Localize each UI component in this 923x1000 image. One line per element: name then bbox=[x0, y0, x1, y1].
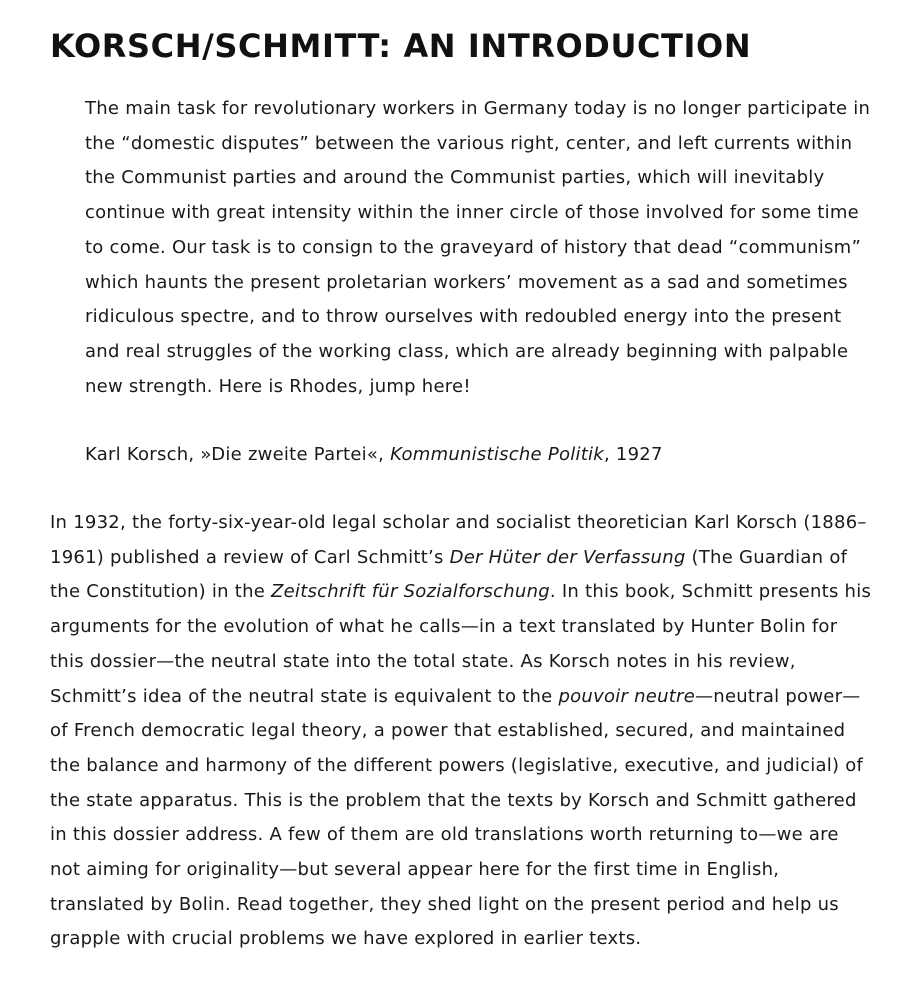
epigraph-quote: The main task for revolutionary workers in Germany today is no longer participate in the “domestic disputes” between the various right, center, and left currents within the Communist parties and around the Communist parties, which will inevitably continue with great intensity within the inner circle of those involved for some time to come. Our task is to consign to the graveyard of history that dead “communism” which haunts the present proletarian workers’ movement as a sad and sometimes ridiculous spectre, and to throw ourselves with redoubled energy into the present and real struggles of the working class, which are already beginning with palpable new strength. Here is Rhodes, jump here! bbox=[85, 98, 871, 397]
attribution-year: , 1927 bbox=[603, 444, 663, 466]
attribution-publication: Kommunistische Politik bbox=[390, 444, 604, 466]
body-paragraph bbox=[50, 506, 873, 957]
epigraph bbox=[85, 92, 871, 404]
term-pouvoir-neutre: pouvoir neutre bbox=[558, 685, 696, 707]
book-title: Der Hüter der Verfassung bbox=[449, 546, 686, 568]
epigraph-attribution bbox=[85, 438, 873, 473]
paragraph-text bbox=[50, 506, 873, 957]
text-run: In 1932, the forty-six-year-old legal scholar and socialist theoretician Karl Korsch (1886–1961) published a review of Carl Schmitt’s bbox=[50, 512, 867, 568]
journal-title: Zeitschrift für Sozialforschung bbox=[271, 581, 550, 603]
text-run: —neutral power—of French democratic legal theory, a power that established, secured, and maintained the balance and harmony of the different powers (legislative, executive, and judicial) of the state apparatus. This is the problem that the texts by Korsch and Schmitt gathered in this dossier address. A few of them are old translations worth returning to—we are not aiming for originality—but several appear here for the first time in English, translated by Bolin. Read together, they shed light on the present period and help us grapple with crucial problems we have explored in earlier texts. bbox=[50, 685, 864, 950]
text-run: (The Guardian of the Constitution) in the bbox=[50, 546, 848, 603]
text-run: . In this book, Schmitt presents his arguments for the evolution of what he calls—in a text translated by Hunter Bolin for this dossier—the neutral state into the total state. As Korsch notes in his review, Schmitt’s idea of the neutral state is equivalent to the bbox=[50, 581, 872, 707]
page-title: KORSCH/SCHMITT: AN INTRODUCTION bbox=[50, 27, 752, 65]
attribution-author-title: Karl Korsch, »Die zweite Partei«, bbox=[85, 444, 391, 466]
